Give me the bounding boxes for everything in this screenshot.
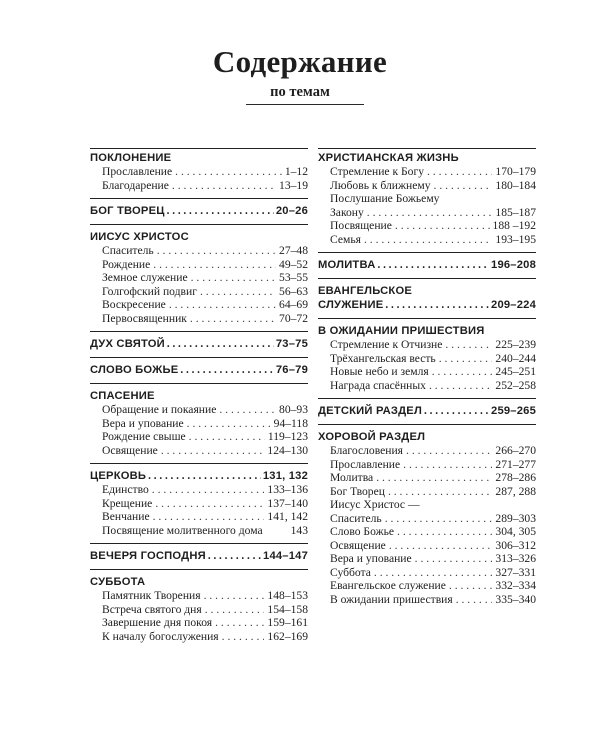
toc-entry	[90, 510, 308, 524]
section-heading: БОГ ТВОРЕЦ	[90, 205, 165, 217]
entry-pages: 252–258	[495, 378, 536, 392]
entry-pages: 143	[290, 523, 308, 537]
toc-entry	[318, 485, 536, 499]
toc-entry	[90, 444, 308, 458]
section-pages: 76–79	[275, 364, 308, 376]
dot-leader	[367, 206, 493, 220]
toc-entry	[318, 579, 536, 593]
dot-leader	[152, 483, 265, 497]
entry-label: Спаситель	[330, 511, 382, 525]
dot-leader	[219, 403, 276, 417]
entry-label: Стремление к Отчизне	[330, 338, 443, 351]
section-heading-line	[318, 402, 536, 418]
toc-section	[318, 318, 536, 392]
entry-pages: 70–72	[279, 311, 308, 325]
dot-leader	[449, 579, 493, 593]
dot-leader	[169, 298, 276, 312]
dot-leader	[222, 630, 265, 644]
entry-pages: 185–187	[495, 205, 536, 219]
toc-section	[318, 148, 536, 246]
dot-leader	[204, 589, 265, 603]
entry-label: Трёхангельская весть	[330, 351, 436, 365]
toc-entry	[90, 603, 308, 617]
entry-pages: 306–312	[495, 538, 536, 552]
entry-pages: 1–12	[284, 165, 308, 178]
entry-pages: 49–52	[279, 257, 308, 271]
dot-leader	[215, 616, 264, 630]
section-pages: 73–75	[275, 338, 308, 350]
toc-section	[90, 569, 308, 643]
dot-leader	[445, 338, 492, 352]
dot-leader	[190, 312, 276, 326]
dot-leader	[385, 512, 493, 526]
section-heading: В ОЖИДАНИИ ПРИШЕСТВИЯ	[318, 325, 485, 337]
entry-label: Единство	[102, 483, 149, 496]
toc-entry	[90, 165, 308, 179]
entry-label: Стремление к Богу	[330, 165, 424, 178]
toc-entry	[90, 497, 308, 511]
dot-leader	[191, 271, 276, 285]
dot-leader	[429, 379, 492, 393]
section-heading: СПАСЕНИЕ	[90, 390, 155, 402]
toc-section	[90, 543, 308, 563]
entry-pages: 13–19	[279, 178, 308, 192]
entry-label: Благодарение	[102, 178, 169, 192]
section-heading-line	[90, 202, 308, 218]
entry-pages: 278–286	[495, 471, 536, 484]
entry-pages: 304, 305	[495, 525, 536, 538]
toc-entry	[318, 179, 536, 193]
dot-leader	[439, 352, 493, 366]
section-heading: СУББОТА	[90, 576, 146, 588]
entry-pages: 119–123	[267, 430, 308, 443]
toc-entry	[318, 219, 536, 233]
entry-pages: 225–239	[495, 338, 536, 351]
section-heading-line	[90, 547, 308, 563]
entry-pages: 162–169	[267, 629, 308, 643]
toc-entry	[318, 165, 536, 179]
entry-pages: 266–270	[495, 444, 536, 457]
toc-left-column	[90, 148, 308, 643]
entry-pages: 137–140	[267, 496, 308, 510]
dot-leader	[406, 444, 492, 458]
entry-pages: 148–153	[267, 589, 308, 602]
entry-pages: 188 –192	[492, 219, 536, 232]
toc-entry	[90, 589, 308, 603]
toc-entry	[318, 444, 536, 458]
entry-label: Освящение	[330, 538, 386, 552]
section-pages: 209–224	[491, 299, 536, 311]
section-pages: 131, 132	[262, 470, 308, 482]
section-heading: СЛОВО БОЖЬЕ	[90, 364, 179, 376]
dot-leader	[205, 603, 265, 617]
entry-pages: 27–48	[279, 244, 308, 257]
dot-leader	[434, 179, 493, 193]
section-pages: 20–26	[275, 205, 308, 217]
entry-label: Суббота	[330, 565, 371, 579]
dot-leader	[415, 552, 493, 566]
entry-label: Завершение дня покоя	[102, 616, 213, 629]
section-pages: 196–208	[491, 259, 536, 271]
entry-label: Любовь к ближнему	[330, 178, 431, 192]
dot-leader	[167, 337, 274, 351]
toc-entry	[90, 271, 308, 285]
entry-pages: 159–161	[267, 616, 308, 629]
dot-leader	[167, 204, 274, 218]
toc-entry	[90, 285, 308, 299]
toc-entry	[90, 417, 308, 431]
toc-entry	[90, 483, 308, 497]
toc-entry	[318, 525, 536, 539]
toc-entry	[318, 552, 536, 566]
toc-section	[90, 463, 308, 537]
dot-leader	[208, 549, 261, 563]
section-heading-line	[318, 256, 536, 272]
dot-leader	[374, 566, 493, 580]
entry-pages: 335–340	[495, 592, 536, 606]
section-pages: 144–147	[263, 550, 308, 562]
dot-leader	[200, 285, 276, 299]
entry-label: Встреча святого дня	[102, 602, 202, 616]
page-subtitle: по темам	[270, 84, 330, 100]
toc-section	[318, 252, 536, 272]
entry-label: Молитва	[330, 471, 374, 484]
entry-pages: 313–326	[495, 552, 536, 565]
dot-leader	[189, 430, 265, 444]
toc-entry	[318, 539, 536, 553]
entry-pages: 271–277	[495, 457, 536, 471]
entry-label: Посвящение молитвенного дома	[102, 523, 263, 537]
dot-leader	[385, 298, 489, 312]
toc-entry	[90, 312, 308, 326]
entry-label: Голгофский подвиг	[102, 284, 197, 298]
dot-leader	[148, 469, 261, 483]
toc-entry	[318, 338, 536, 352]
entry-label: Первосвященник	[102, 311, 187, 325]
entry-pages: 53–55	[279, 271, 308, 284]
dot-leader	[377, 258, 489, 272]
entry-pages: 245–251	[495, 365, 536, 378]
entry-label: Венчание	[102, 510, 150, 523]
toc-entry	[318, 206, 536, 220]
entry-label: Вера и упование	[102, 416, 184, 430]
entry-pages: 287, 288	[495, 484, 536, 498]
entry-pages: 80–93	[279, 403, 308, 416]
toc-entry	[90, 524, 308, 538]
toc-entry	[90, 258, 308, 272]
dot-leader	[153, 258, 276, 272]
section-heading: ЕВАНГЕЛЬСКОЕ	[318, 285, 413, 297]
dot-leader	[155, 497, 264, 511]
section-heading: ИИСУС ХРИСТОС	[90, 231, 189, 243]
toc-entry	[90, 298, 308, 312]
section-pages: 259–265	[491, 405, 536, 417]
dot-leader	[389, 539, 493, 553]
toc-entry	[90, 244, 308, 258]
toc-entry	[318, 352, 536, 366]
dot-leader	[395, 219, 490, 233]
entry-label: Воскресение	[102, 298, 166, 311]
entry-label: Закону	[330, 205, 364, 219]
entry-pages: 64–69	[279, 298, 308, 311]
toc-entry	[318, 566, 536, 580]
entry-label: Евангельское служение	[330, 579, 446, 592]
toc-entry	[90, 403, 308, 417]
entry-pages: 180–184	[495, 178, 536, 192]
section-heading-line	[318, 298, 536, 312]
entry-pages: 154–158	[267, 602, 308, 616]
entry-label: Обращение и покаяние	[102, 403, 217, 416]
dot-leader	[403, 458, 492, 472]
entry-label: Благословения	[330, 444, 404, 457]
entry-label: К началу богослужения	[102, 629, 219, 643]
section-heading: ХРИСТИАНСКАЯ ЖИЗНЬ	[318, 152, 459, 164]
dot-leader	[456, 593, 493, 607]
toc-section	[318, 398, 536, 418]
entry-label: Земное служение	[102, 271, 188, 284]
section-heading: ПОКЛОНЕНИЕ	[90, 152, 172, 164]
toc-entry	[318, 379, 536, 393]
dot-leader	[376, 471, 492, 485]
section-heading: ХОРОВОЙ РАЗДЕЛ	[318, 431, 426, 443]
entry-pages: 56–63	[279, 284, 308, 298]
section-heading-line	[90, 467, 308, 483]
dot-leader	[432, 365, 493, 379]
toc-section	[90, 198, 308, 218]
entry-pages: 327–331	[495, 565, 536, 579]
toc-entry	[318, 471, 536, 485]
toc-entry	[318, 192, 536, 206]
dot-leader	[364, 233, 492, 247]
dot-leader	[388, 485, 492, 499]
entry-label: Послушание Божьему	[330, 192, 440, 205]
toc-entry	[318, 365, 536, 379]
toc-section	[90, 383, 308, 457]
entry-pages: 332–334	[495, 579, 536, 592]
toc-section	[318, 424, 536, 606]
entry-label: Вера и упование	[330, 552, 412, 565]
entry-label: Награда спасённых	[330, 378, 426, 392]
entry-label: Памятник Творения	[102, 589, 201, 602]
entry-pages: 94–118	[273, 416, 308, 430]
entry-label: Иисус Христос —	[330, 498, 420, 511]
section-heading-line	[90, 335, 308, 351]
toc-section	[90, 331, 308, 351]
dot-leader	[172, 179, 276, 193]
toc-entry	[318, 593, 536, 607]
dot-leader	[153, 510, 265, 524]
dot-leader	[187, 417, 271, 431]
entry-label: Крещение	[102, 496, 153, 510]
section-heading-cont: СЛУЖЕНИЕ	[318, 299, 384, 311]
toc-entry	[90, 616, 308, 630]
entry-label: Посвящение	[330, 219, 392, 232]
entry-label: Рождение свыше	[102, 430, 186, 443]
section-heading: ДЕТСКИЙ РАЗДЕЛ	[318, 405, 423, 417]
toc-section	[90, 357, 308, 377]
entry-pages: 141, 142	[267, 510, 308, 523]
entry-label: Освящение	[102, 443, 158, 457]
entry-pages: 193–195	[495, 232, 536, 246]
toc-entry	[318, 512, 536, 526]
toc-entry	[318, 498, 536, 512]
entry-pages: 240–244	[495, 351, 536, 365]
toc-entry	[90, 430, 308, 444]
entry-label: Семья	[330, 232, 361, 246]
entry-label: Прославление	[330, 457, 401, 471]
section-heading: ВЕЧЕРЯ ГОСПОДНЯ	[90, 550, 206, 562]
entry-label: Слово Божье	[330, 525, 395, 538]
toc-right-column	[318, 148, 536, 606]
toc-entry	[90, 179, 308, 193]
dot-leader	[180, 363, 274, 377]
section-heading-line	[90, 361, 308, 377]
entry-label: Прославление	[102, 165, 173, 178]
entry-pages: 133–136	[267, 483, 308, 496]
entry-pages: 170–179	[495, 165, 536, 178]
page-title: Содержание	[212, 44, 388, 79]
section-heading: МОЛИТВА	[318, 259, 376, 271]
dot-leader	[161, 444, 265, 458]
entry-pages: 289–303	[495, 511, 536, 525]
section-heading: ЦЕРКОВЬ	[90, 470, 147, 482]
subtitle-underline	[246, 104, 364, 105]
entry-label: Спаситель	[102, 244, 154, 257]
dot-leader	[397, 525, 492, 539]
toc-section	[90, 148, 308, 192]
dot-leader	[157, 244, 276, 258]
entry-label: Рождение	[102, 257, 151, 271]
dot-leader	[424, 404, 489, 418]
toc-entry	[90, 630, 308, 644]
entry-label: Бог Творец	[330, 484, 385, 498]
dot-leader	[427, 165, 492, 179]
toc-section	[90, 224, 308, 325]
toc-entry	[318, 233, 536, 247]
entry-pages: 124–130	[267, 443, 308, 457]
entry-label: В ожидании пришествия	[330, 592, 453, 606]
toc-entry	[318, 458, 536, 472]
dot-leader	[175, 165, 282, 179]
section-heading: ДУХ СВЯТОЙ	[90, 338, 165, 350]
toc-section	[318, 278, 536, 312]
entry-label: Новые небо и земля	[330, 365, 429, 378]
